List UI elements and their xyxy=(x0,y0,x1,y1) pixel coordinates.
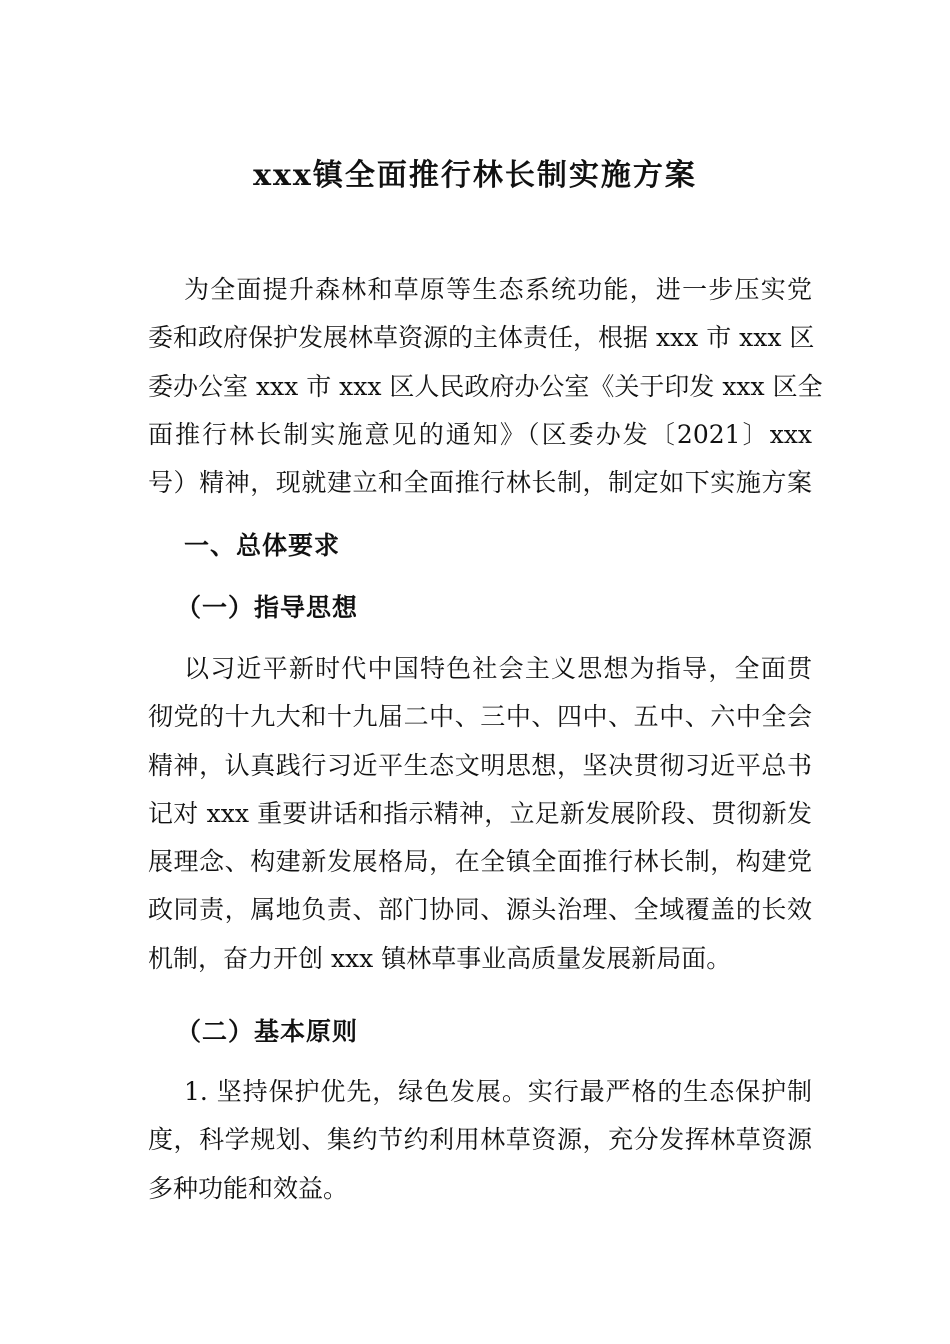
intro-paragraph xyxy=(148,266,823,507)
paragraph-line: 精神，认真践行习近平生态文明思想，坚决贯彻习近平总书 xyxy=(148,750,812,780)
paragraph-line: 政同责，属地负责、部门协同、源头治理、全域覆盖的长效 xyxy=(148,895,812,925)
subsection-heading: （一）指导思想 xyxy=(176,593,359,622)
paragraph-line: 委办公室 xxx 市 xxx 区人民政府办公室《关于印发 xxx 区全 xyxy=(148,371,823,401)
paragraph-line: 记对 xxx 重要讲话和指示精神，立足新发展阶段、贯彻新发 xyxy=(148,798,812,828)
subsection-heading: （二）基本原则 xyxy=(176,1017,359,1046)
section-heading: 一、总体要求 xyxy=(184,531,341,560)
paragraph-line: 以习近平新时代中国特色社会主义思想为指导，全面贯 xyxy=(184,654,812,683)
guiding-paragraph xyxy=(148,645,812,983)
paragraph-line: 机制，奋力开创 xxx 镇林草事业高质量发展新局面。 xyxy=(148,943,732,973)
principle-paragraph xyxy=(148,1068,812,1213)
paragraph-line: 委和政府保护发展林草资源的主体责任，根据 xxx 市 xxx 区 xyxy=(148,323,815,353)
paragraph-line: 多种功能和效益。 xyxy=(148,1173,349,1203)
paragraph-line: 展理念、构建新发展格局，在全镇全面推行林长制，构建党 xyxy=(148,847,812,877)
paragraph-line: 彻党的十九大和十九届二中、三中、四中、五中、六中全会 xyxy=(148,702,812,732)
paragraph-line: 1. 坚持保护优先，绿色发展。实行最严格的生态保护制 xyxy=(184,1077,812,1106)
paragraph-line: 号）精神，现就建立和全面推行林长制，制定如下实施方案 xyxy=(148,468,812,498)
document-title: xxx镇全面推行林长制实施方案 xyxy=(253,158,697,193)
paragraph-line: 度，科学规划、集约节约利用林草资源，充分发挥林草资源 xyxy=(148,1125,812,1155)
paragraph-line: 面推行林长制实施意见的通知》（区委办发〔2021〕xxx xyxy=(148,419,812,449)
paragraph-line: 为全面提升森林和草原等生态系统功能，进一步压实党 xyxy=(184,275,812,304)
